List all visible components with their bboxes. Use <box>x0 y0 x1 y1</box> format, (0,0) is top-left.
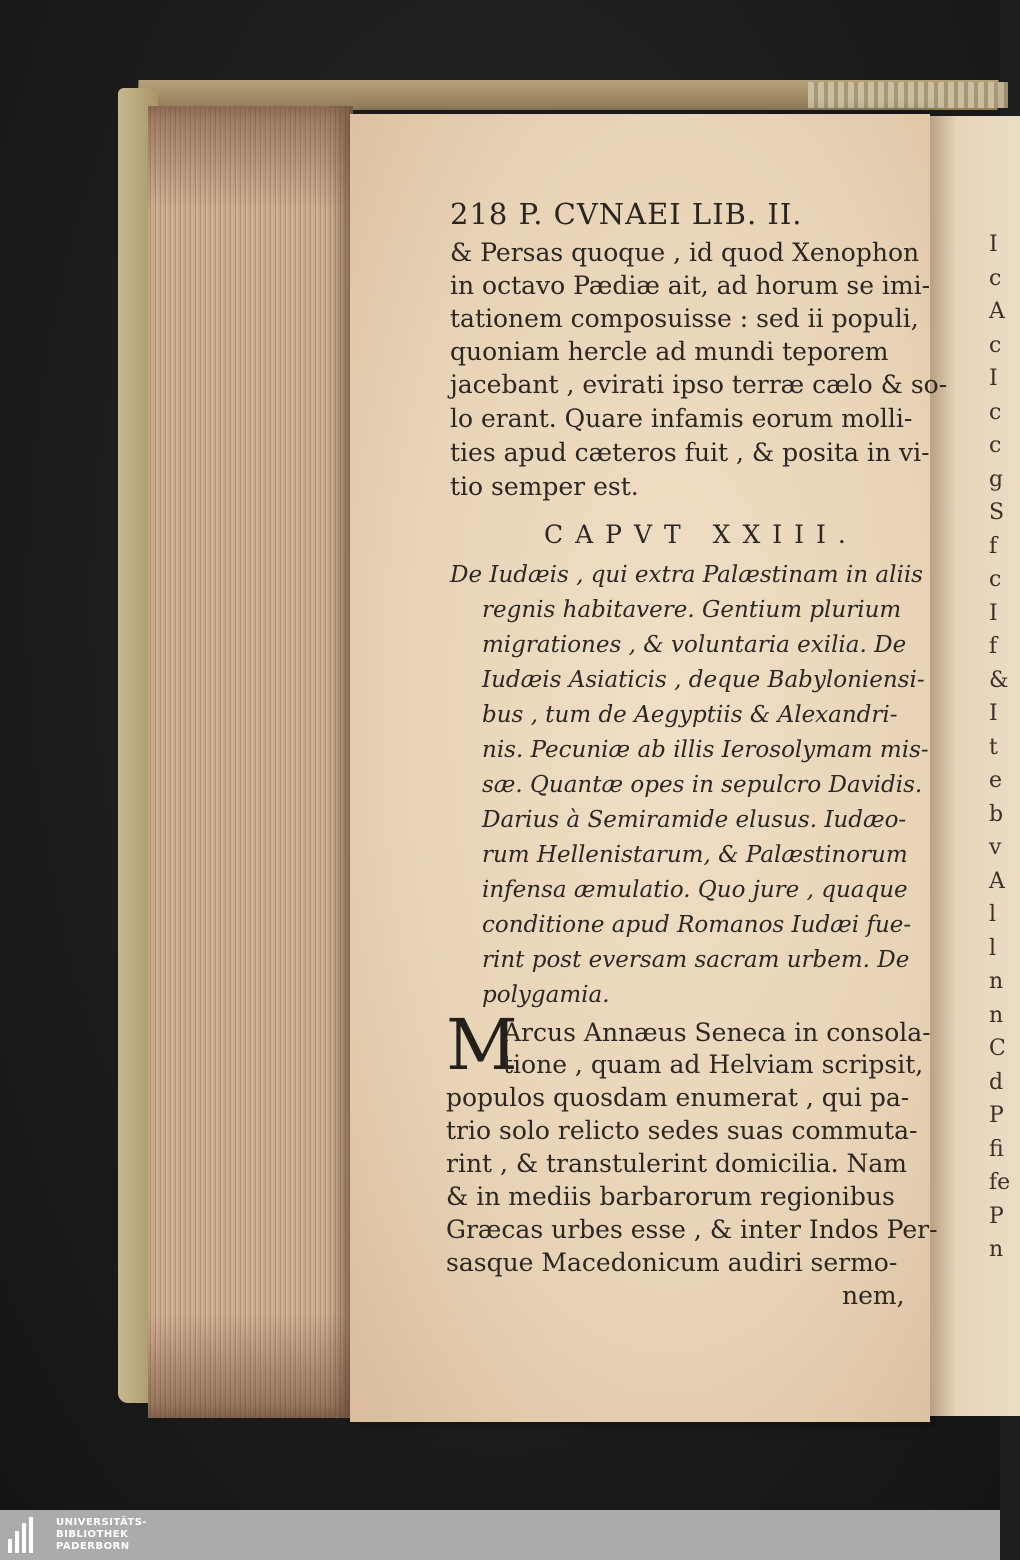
facing-page-char: c <box>989 567 1002 592</box>
facing-page-char: fe <box>989 1170 1011 1195</box>
main-line: sasque Macedonicum audiri sermo- <box>446 1248 898 1277</box>
library-footer <box>0 1510 1000 1560</box>
facing-page-char: A <box>989 299 1005 324</box>
facing-page-char: fi <box>989 1136 1004 1162</box>
facing-page-char: S <box>989 500 1005 525</box>
main-line: Arcus Annæus Seneca in consola- <box>503 1018 931 1047</box>
facing-page-char: b <box>989 801 1004 827</box>
facing-page-char: P <box>989 1203 1004 1229</box>
facing-page-char: A <box>989 868 1005 894</box>
footer-line: BIBLIOTHEK <box>56 1529 129 1540</box>
main-line: tione , quam ad Helviam scripsit, <box>503 1050 924 1079</box>
facing-page-char: v <box>989 835 1002 860</box>
body-line: jacebant , evirati ipso terræ cælo & so- <box>450 370 948 399</box>
main-line: nem, <box>842 1281 905 1310</box>
body-line: lo erant. Quare infamis eorum molli- <box>450 404 913 433</box>
page-edges-shade <box>148 106 353 1418</box>
summary-line: Iudæis Asiaticis , deque Babyloniensi- <box>482 667 925 693</box>
summary-line: conditione apud Romanos Iudæi fue- <box>482 912 912 938</box>
body-line: & Persas quoque , id quod Xenophon <box>450 238 920 267</box>
chapter-title: CAPVT XXIII. <box>544 520 858 549</box>
summary-line: infensa æmulatio. Quo jure , quaque <box>482 877 908 903</box>
summary-line: polygamia. <box>482 982 610 1008</box>
running-head: 218 P. CVNAEI LIB. II. <box>450 197 803 231</box>
body-line: in octavo Pædiæ ait, ad horum se imi- <box>450 271 931 300</box>
summary-line: bus , tum de Aegyptiis & Alexandri- <box>482 702 898 728</box>
footer-line: PADERBORN <box>56 1541 130 1552</box>
body-line: tio semper est. <box>450 472 639 501</box>
facing-page-char: c <box>989 332 1002 358</box>
main-line: populos quosdam enumerat , qui pa- <box>446 1083 910 1112</box>
body-line: tationem composuisse : sed ii populi, <box>450 304 919 333</box>
facing-page-char: I <box>989 366 998 391</box>
right-page <box>930 116 1020 1416</box>
facing-page-char: n <box>989 1237 1004 1262</box>
library-logo-icon <box>8 1517 48 1553</box>
summary-line: Darius à Semiramide elusus. Iudæo- <box>482 807 907 833</box>
summary-line: rum Hellenistarum, & Palæstinorum <box>482 842 908 868</box>
facing-page-char: c <box>989 265 1002 291</box>
main-line: rint , & transtulerint domicilia. Nam <box>446 1149 907 1178</box>
facing-page-char: P <box>989 1103 1004 1128</box>
facing-page-char: I <box>989 701 998 726</box>
facing-page-char: I <box>989 232 998 257</box>
facing-page-char: g <box>989 466 1004 492</box>
main-line: trio solo relicto sedes suas commuta- <box>446 1116 918 1145</box>
main-line: Græcas urbes esse , & inter Indos Per- <box>446 1215 938 1244</box>
facing-page-char: t <box>989 734 998 760</box>
summary-line: De Iudæis , qui extra Palæstinam in aliis <box>450 562 923 588</box>
facing-page-char: f <box>989 533 998 559</box>
facing-page-char: c <box>989 399 1002 425</box>
summary-line: sæ. Quantæ opes in sepulcro Davidis. <box>482 772 923 798</box>
facing-page-char: I <box>989 600 998 626</box>
facing-page-char: C <box>989 1036 1006 1061</box>
drop-cap: M <box>446 1004 518 1086</box>
body-line: ties apud cæteros fuit , & posita in vi- <box>450 438 930 467</box>
facing-page-char: l <box>989 935 997 961</box>
footer-line: UNIVERSITÄTS- <box>56 1517 148 1528</box>
summary-line: regnis habitavere. Gentium plurium <box>482 597 902 623</box>
summary-line: rint post eversam sacram urbem. De <box>482 947 910 973</box>
facing-page-char: & <box>989 667 1009 693</box>
summary-line: migrationes , & voluntaria exilia. De <box>482 632 907 658</box>
summary-line: nis. Pecuniæ ab illis Ierosolymam mis- <box>482 737 929 763</box>
facing-page-char: c <box>989 433 1002 458</box>
facing-page-char: n <box>989 1002 1004 1028</box>
facing-page-char: f <box>989 634 998 659</box>
facing-page-char: e <box>989 768 1003 793</box>
main-line: & in mediis barbarorum regionibus <box>446 1182 895 1211</box>
body-line: quoniam hercle ad mundi teporem <box>450 337 889 366</box>
facing-page-char: l <box>989 902 997 927</box>
facing-page-char: d <box>989 1069 1004 1095</box>
facing-page-char: n <box>989 969 1004 994</box>
book-headband <box>808 82 1008 108</box>
